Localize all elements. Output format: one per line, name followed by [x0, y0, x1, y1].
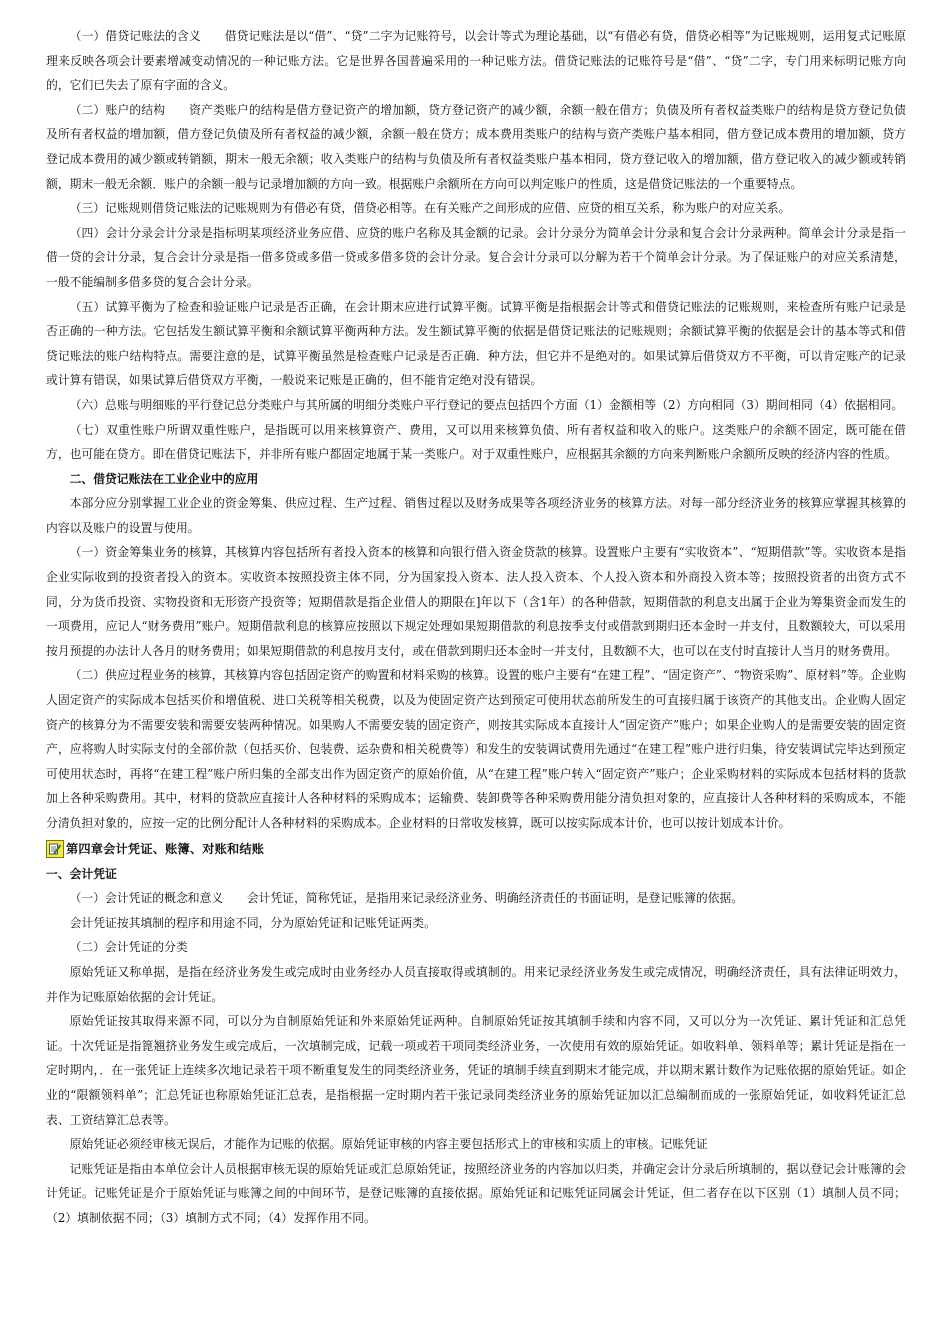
paragraph-original-voucher: 原始凭证又称单据，是指在经济业务发生或完成时由业务经办人员直接取得或填制的。用来记录经济业务发生或完成情况，明确经济责任，具有法律证明效力，并作为记账原始依据的会计凭证。: [46, 964, 906, 1004]
paragraph-section-intro: 本部分应分别掌握工业企业的资金筹集、供应过程、生产过程、销售过程以及财务成果等各项经济业务的核算方法。对每一部分经济业务的核算应掌握其核算的内容以及账户的设置与使用。: [46, 496, 906, 535]
section-heading-vouchers: 一、会计凭证: [46, 866, 117, 881]
paragraph-parallel-posting: （六）总账与明细账的平行登记总分类账户与其所属的明细分类账户平行登记的要点包括四个方面（1）金额相等（2）方向相同（3）期间相同（4）依据相同。: [69, 397, 904, 412]
paragraph-supply-process: （二）供应过程业务的核算，其核算内容包括固定资产的购置和材料采购的核算。设置的账户主要有“在建工程”、“固定资产”、“物资采购”、原材料”等。企业购人固定资产的实际成本包括买价和增值税、进口关税等相关税费，以及为使固定资产达到预定可使用状态前所发生的可直接归属于该资产的其他支出。企业购人固定资产的核算分为不需要安装和需要安装两种情况。如果购人不需要安装的固定资产，则按其实际成本直接计人“固定资产”账户；如果企业购人的是需要安装的固定资产，应将购人时实际支付的全部价款（包括买价、包装费、运杂费和相关税费等）和发生的安装调试费用先通过“在建工程”账户进行归集，待安装调试完毕达到预定可使用状态时，再将“在建工程”账户所归集的全部支出作为固定资产的原始价值，从“在建工程”账户转入“固定资产”账户；企业采购材料的实际成本包括材料的货款加上各种采购费用。其中，材料的贷款应直接计人各种材料的采购成本；运输费、装卸费等各种采购费用能分清负担对象的，应直接计人各种材料的采购成本，不能分清负担对象的，应按一定的比例分配计人各种材料的采购成本。企业材料的日常收发核算，既可以按实际成本计价，也可以按计划成本计价。: [46, 668, 906, 830]
paragraph-trial-balance: （五）试算平衡为了检查和验证账户记录是否正确，在会计期末应进行试算平衡。试算平衡是指根据会计等式和借贷记账法的记账规则，来检查所有账户记录是否正确的一种方法。它包括发生额试算平衡和余额试算平衡两种方法。发生额试算平衡的依据是借贷记账法的记账规则；余额试算平衡的依据是会计的基本等式和借贷记账法的账户结构特点。需要注意的是，试算平衡虽然是检查账户记录是否正确．种方法，但它并不是绝对的。如果试算后借贷双方不平衡，可以肯定账产的记录或计算有错误，如果试算后借贷双方平衡，一般说来记账是正确的，但不能肯定绝对没有错误。: [46, 299, 906, 388]
paragraph-dual-accounts: （七）双重性账户所谓双重性账户，是指既可以用来核算资产、费用，又可以用来核算负债、所有者权益和收入的账户。这类账户的余额不固定，既可能在借方，也可能在贷方。即在借贷记账法下，并非所有账户都固定地属于某一类账户。对于双重性账户，应根据其余额的方向来判断账户余额所反映的经济内容的性质。: [46, 422, 906, 462]
paragraph-original-voucher-sources: 原始凭证按其取得来源不同，可以分为自制原始凭证和外来原始凭证两种。自制原始凭证按其填制手续和内容不同，又可以分为一次凭证、累计凭证和汇总凭证。十次凭证是指篦翘挤业务发生或完成后，一次填制完成，记载一项或若干项同类经济业务，一次使用有效的原始凭证。如收料单、领料单等；累计凭证是指在一定时期内，．在一张凭证上连续多次地记录若干项不断重复发生的同类经济业务，凭证的填制手续直到期末才能完成，并以期末累计数作为记账依据的原始凭证。如企业的“限额领料单”；汇总凭证也称原始凭证汇总表，是指根据一定时期内若干张记录同类经济业务的原始凭证加以汇总编制而成的一张原始凭证，如收料凭证汇总表、工资结算汇总表等。: [46, 1014, 906, 1127]
notepad-pencil-icon: [46, 840, 64, 858]
paragraph-voucher-concept: （一）会计凭证的概念和意义 会计凭证，简称凭证，是指用来记录经济业务、明确经济责任的书面证明，是登记账簿的依据。: [69, 891, 744, 906]
paragraph-recording-rules: （三）记账规则借贷记账法的记账规则为有借必有贷，借贷必相等。在有关账产之间形成的应借、应贷的相互关系，称为账户的对应关系。: [69, 201, 791, 216]
paragraph-voucher-classification: （二）会计凭证的分类: [69, 940, 188, 955]
chapter-heading: [46, 836, 906, 862]
paragraph-voucher-review: 原始凭证必须经审核无误后，才能作为记账的依据。原始凭证审核的内容主要包括形式上的审核和实质上的审核。记账凭证: [69, 1137, 708, 1152]
paragraph-voucher-types: 会计凭证按其填制的程序和用途不同，分为原始凭证和记账凭证两类。: [69, 915, 436, 930]
section-heading-industrial-application: 二、借贷记账法在工业企业中的应用: [69, 471, 259, 486]
paragraph-account-structure: （二）账户的结构 资产类账户的结构是借方登记资产的增加额，贷方登记资产的减少额，余额一般在借方；负债及所有者权益类账户的结构是贷方登记负债及所有者权益的增加额，借方登记负债及所有者权益的减少额，余额一般在贷方；成本费用类账户的结构与资产类账户基本相同，借方登记成本费用的增加额，贷方登记成本费用的减少额或转销额，期末一般无余额；收入类账户的结构与负债及所有者权益类账户基本相同，贷方登记收入的增加额，借方登记收入的减少额或转销额，期末一般无余额．账户的余额一般与记录增加额的方向一致。根据账户余额所在方向可以判定账户的性质，这是借贷记账法的一个重要特点。: [46, 102, 906, 191]
paragraph-journal-entries: （四）会计分录会计分录是指标明某项经济业务应借、应贷的账户名称及其金额的记录。会计分录分为简单会计分录和复合会计分录两种。简单会计分录是指一借一贷的会计分录，复合会计分录是指一借多贷或多借一贷或多借多贷的会计分录。复合会计分录可以分解为若干个简单会计分录。为了保证账户的对应关系清楚，一般不能编制多借多贷的复合会计分录。: [46, 225, 906, 289]
paragraph-debit-credit-meaning: （一）借贷记账法的含义 借贷记账法是以“借”、“贷”二字为记账符号，以会计等式为理论基础，以“有借必有贷，借贷必相等”为记账规则，运用复式记账原理来反映各项会计要素增减变动情况的一种记账方法。它是世界各国普遍采用的一种记账方法。借贷记账法的记账符号是“借”、“贷”二字，专门用来标明记账方向的，它们已失去了原有字面的含义。: [46, 29, 906, 93]
paragraph-fund-raising: （一）资金筹集业务的核算，其核算内容包括所有者投入资本的核算和向银行借入资金贷款的核算。设置账户主要有“实收资本”、“短期借款”等。实收资本是指企业实际收到的投资者投入的资本。实收资本按照投资主体不同，分为国家投入资本、法人投入资本、个人投入资本和外商投入资本等；按照投资者的出资方式不同，分为货币投资、实物投资和无形资产投资等；短期借款是指企业借人的期限在]年以下（含1年）的各种借款，短期借款的利息支出属于企业为筹集资金而发生的一项费用，应记人“财务费用”账户。短期借款利息的核算应按照以下规定处理如果短期借款的利息按季支付或借款到期归还本金时一并支付，且数额较大，可以采用按月预提的办法计人各月的财务费用；如果短期借款的利息按月支付，或在借款到期归还本金时一并支付，且数额不大，也可以在支付时直接计人当月的财务费用。: [46, 545, 906, 658]
chapter-title: 第四章会计凭证、账簿、对账和结账: [66, 842, 265, 857]
paragraph-bookkeeping-voucher: 记账凭证是指由本单位会计人员根据审核无误的原始凭证或汇总原始凭证，按照经济业务的内容加以归类，并确定会计分录后所填制的，据以登记会计账簿的会计凭证。记账凭证是介于原始凭证与账簿之间的中间环节，是登记账簿的直接依据。原始凭证和记账凭证同属会计凭证，但二者存在以下区别（1）填制人员不同；（2）填制依据不同；（3）填制方式不同；（4）发挥作用不同。: [46, 1161, 906, 1225]
